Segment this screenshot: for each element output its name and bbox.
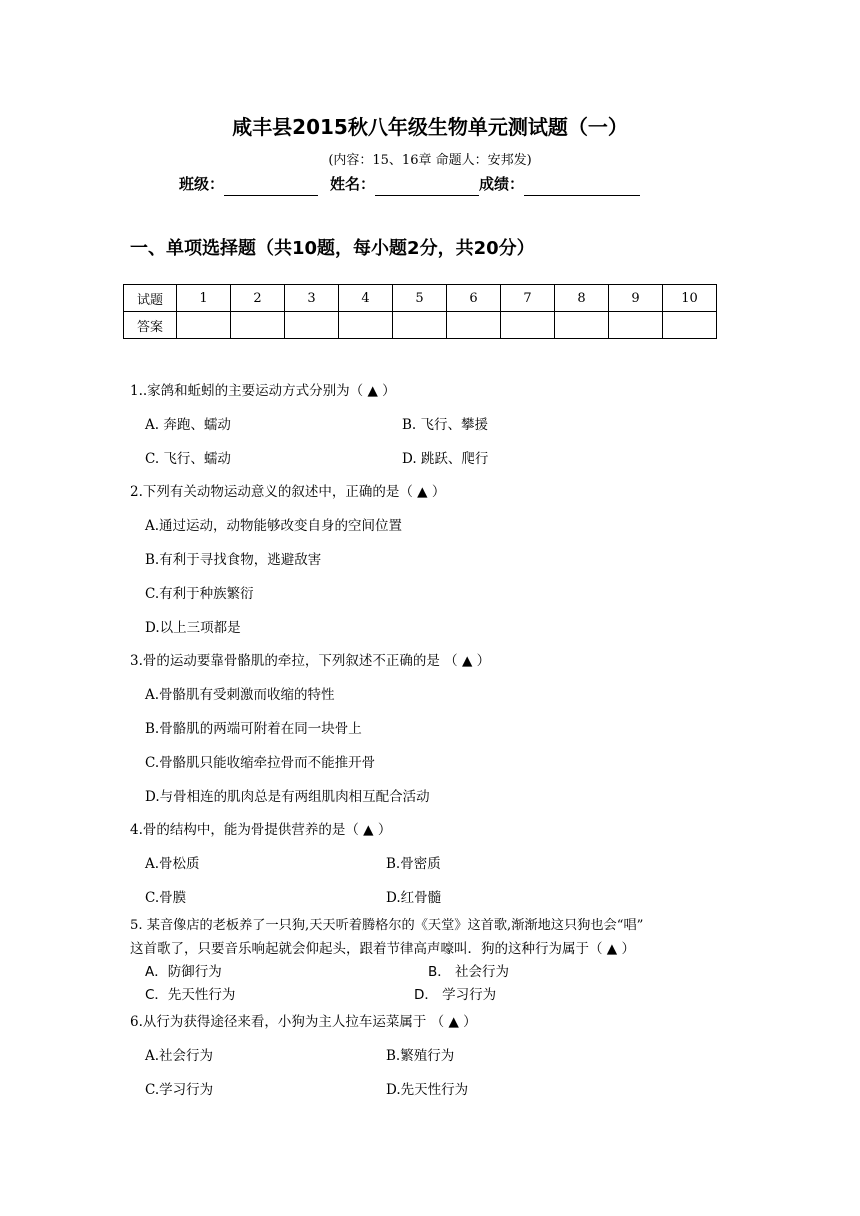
question-4-stem: 4.骨的结构中，能为骨提供营养的是（ ▲ ） bbox=[130, 822, 392, 838]
question-number-cell: 2 bbox=[231, 285, 285, 312]
question-5-option-b: B． 社会行为 bbox=[428, 964, 510, 980]
question-2-option-a: A.通过运动，动物能够改变自身的空间位置 bbox=[145, 518, 403, 534]
answer-table bbox=[123, 284, 717, 339]
page-title: 咸丰县2015秋八年级生物单元测试题（一） bbox=[232, 115, 628, 139]
answer-table-question-row bbox=[124, 285, 717, 312]
question-6-option-c: C.学习行为 bbox=[145, 1082, 214, 1098]
answer-cell[interactable] bbox=[177, 312, 231, 339]
section-heading-single-choice: 一、单项选择题（共10题，每小题2分，共20分） bbox=[130, 238, 535, 259]
score-blank[interactable] bbox=[524, 177, 640, 196]
question-5-option-d: D． 学习行为 bbox=[414, 987, 497, 1003]
question-1-option-a: A. 奔跑、蠕动 bbox=[145, 417, 231, 433]
question-1-stem: 1..家鸽和蚯蚓的主要运动方式分别为（ ▲ ） bbox=[130, 383, 396, 399]
name-label: 姓名： bbox=[330, 175, 376, 193]
question-1-option-b: B. 飞行、攀援 bbox=[402, 417, 489, 433]
question-number-cell: 9 bbox=[609, 285, 663, 312]
question-number-cell: 6 bbox=[447, 285, 501, 312]
question-number-cell: 1 bbox=[177, 285, 231, 312]
question-5-option-a: A．防御行为 bbox=[145, 964, 222, 980]
question-5-option-c: C．先天性行为 bbox=[145, 987, 236, 1003]
answer-cell[interactable] bbox=[555, 312, 609, 339]
question-5-stem-line-1: 5. 某音像店的老板养了一只狗,天天听着腾格尔的《天堂》这首歌,渐渐地这只狗也会“唱” bbox=[130, 918, 644, 933]
question-1-option-c: C. 飞行、蠕动 bbox=[145, 451, 231, 467]
answer-cell[interactable] bbox=[339, 312, 393, 339]
name-blank[interactable] bbox=[375, 177, 479, 196]
answer-cell[interactable] bbox=[609, 312, 663, 339]
question-number-cell: 5 bbox=[393, 285, 447, 312]
score-label: 成绩： bbox=[479, 175, 525, 193]
answer-cell[interactable] bbox=[447, 312, 501, 339]
answer-table-row-label: 答案 bbox=[124, 312, 177, 339]
question-2-option-d: D.以上三项都是 bbox=[145, 620, 241, 636]
question-1-option-d: D. 跳跃、爬行 bbox=[402, 451, 489, 467]
class-label: 班级： bbox=[179, 175, 225, 193]
answer-cell[interactable] bbox=[231, 312, 285, 339]
question-6-option-b: B.繁殖行为 bbox=[386, 1048, 455, 1064]
question-5-stem-line-2: 这首歌了，只要音乐响起就会仰起头，跟着节律高声嚎叫．狗的这种行为属于（ ▲ ） bbox=[130, 941, 635, 957]
answer-cell[interactable] bbox=[393, 312, 447, 339]
question-2-stem: 2.下列有关动物运动意义的叙述中，正确的是（ ▲ ） bbox=[130, 484, 446, 500]
question-3-option-b: B.骨骼肌的两端可附着在同一块骨上 bbox=[145, 721, 362, 737]
question-number-cell: 10 bbox=[663, 285, 717, 312]
question-number-cell: 8 bbox=[555, 285, 609, 312]
question-2-option-c: C.有利于种族繁衍 bbox=[145, 586, 254, 602]
question-3-stem: 3.骨的运动要靠骨骼肌的牵拉，下列叙述不正确的是 （ ▲ ） bbox=[130, 653, 491, 669]
question-6-option-a: A.社会行为 bbox=[145, 1048, 214, 1064]
answer-cell[interactable] bbox=[285, 312, 339, 339]
answer-table-answer-row bbox=[124, 312, 717, 339]
question-number-cell: 3 bbox=[285, 285, 339, 312]
question-4-option-c: C.骨膜 bbox=[145, 890, 187, 906]
question-number-cell: 4 bbox=[339, 285, 393, 312]
answer-table-row-label: 试题 bbox=[124, 285, 177, 312]
student-info-line bbox=[179, 172, 640, 196]
class-blank[interactable] bbox=[224, 177, 318, 196]
question-4-option-d: D.红骨髓 bbox=[386, 890, 442, 906]
answer-cell[interactable] bbox=[501, 312, 555, 339]
question-3-option-d: D.与骨相连的肌肉总是有两组肌肉相互配合活动 bbox=[145, 789, 430, 805]
question-2-option-b: B.有利于寻找食物，逃避敌害 bbox=[145, 552, 322, 568]
question-6-option-d: D.先天性行为 bbox=[386, 1082, 469, 1098]
question-3-option-a: A.骨骼肌有受刺激而收缩的特性 bbox=[145, 687, 335, 703]
question-6-stem: 6.从行为获得途径来看，小狗为主人拉车运菜属于 （ ▲ ） bbox=[130, 1014, 477, 1030]
question-4-option-a: A.骨松质 bbox=[145, 856, 200, 872]
question-3-option-c: C.骨骼肌只能收缩牵拉骨而不能推开骨 bbox=[145, 755, 376, 771]
page-subtitle: (内容：15、16章 命题人：安邦发) bbox=[328, 153, 532, 168]
answer-cell[interactable] bbox=[663, 312, 717, 339]
question-4-option-b: B.骨密质 bbox=[386, 856, 441, 872]
question-number-cell: 7 bbox=[501, 285, 555, 312]
